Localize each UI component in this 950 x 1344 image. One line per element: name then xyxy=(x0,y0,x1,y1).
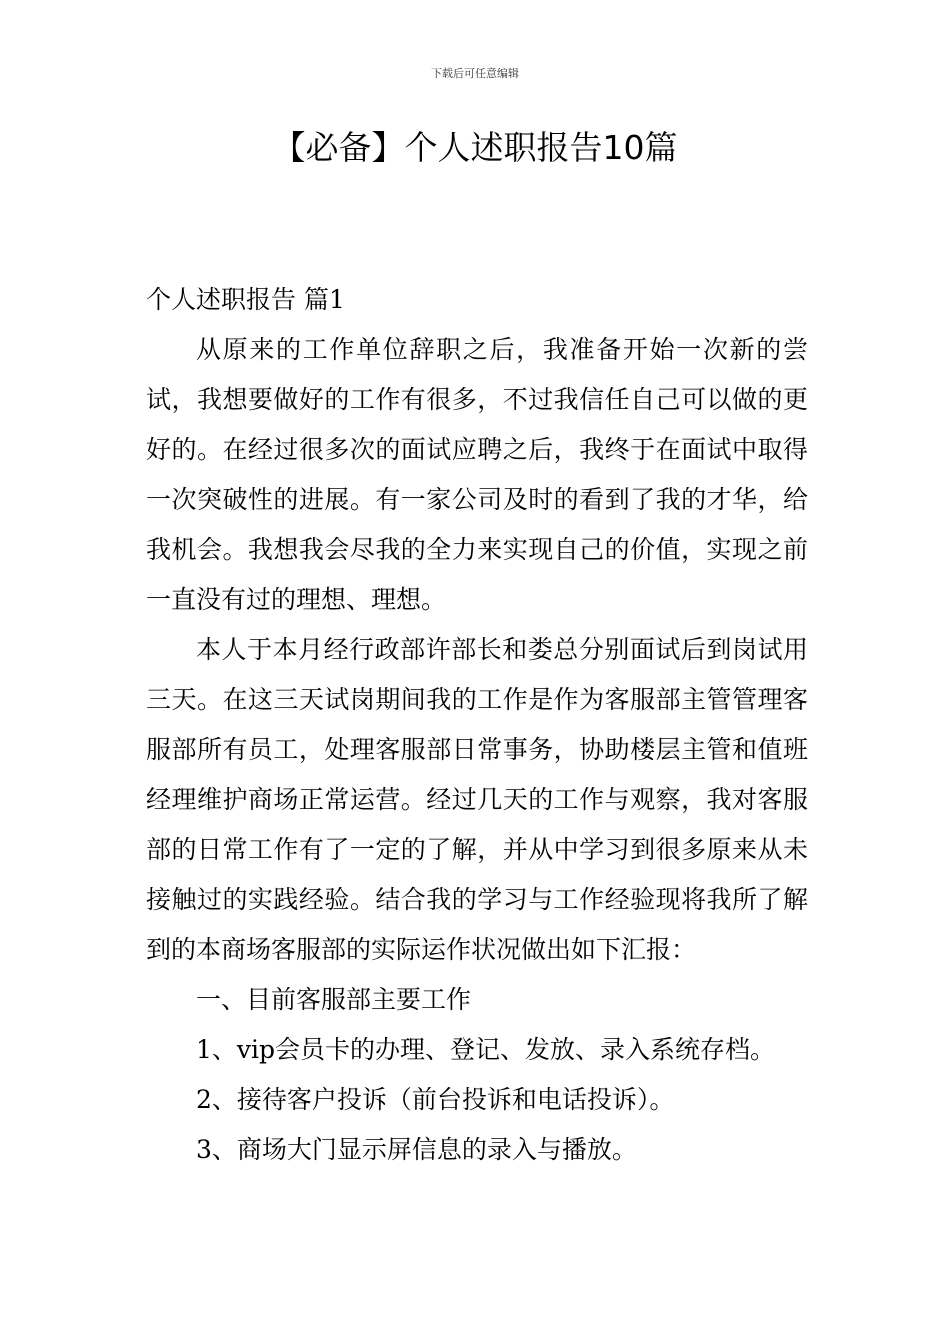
subheading-main-work: 一、目前客服部主要工作 xyxy=(196,985,472,1014)
paragraph-1: 从原来的工作单位辞职之后，我准备开始一次新的尝试，我想要做好的工作有很多，不过我信任自己可以做的更好的。在经过很多次的面试应聘之后，我终于在面试中取得一次突破性的进展。有一家公司及时的看到了我的才华，给我机会。我想我会尽我的全力来实现自己的价值，实现之前一直没有过的理想、理想。 xyxy=(146,335,808,614)
list-item: 2、接待客户投诉（前台投诉和电话投诉）。 xyxy=(196,1085,675,1114)
section-heading: 个人述职报告 篇1 xyxy=(146,285,345,314)
list-item: 1、vip会员卡的办理、登记、发放、录入系统存档。 xyxy=(196,1035,776,1064)
header-note: 下载后可任意编辑 xyxy=(431,67,519,80)
document-title: 【必备】个人述职报告10篇 xyxy=(272,128,678,167)
document-body xyxy=(146,275,808,1175)
paragraph-2: 本人于本月经行政部许部长和娄总分别面试后到岗试用三天。在这三天试岗期间我的工作是作为客服部主管管理客服部所有员工，处理客服部日常事务，协助楼层主管和值班经理维护商场正常运营。经过几天的工作与观察，我对客服部的日常工作有了一定的了解，并从中学习到很多原来从未接触过的实践经验。结合我的学习与工作经验现将我所了解到的本商场客服部的实际运作状况做出如下汇报： xyxy=(146,635,808,964)
list-item: 3、商场大门显示屏信息的录入与播放。 xyxy=(196,1135,637,1164)
